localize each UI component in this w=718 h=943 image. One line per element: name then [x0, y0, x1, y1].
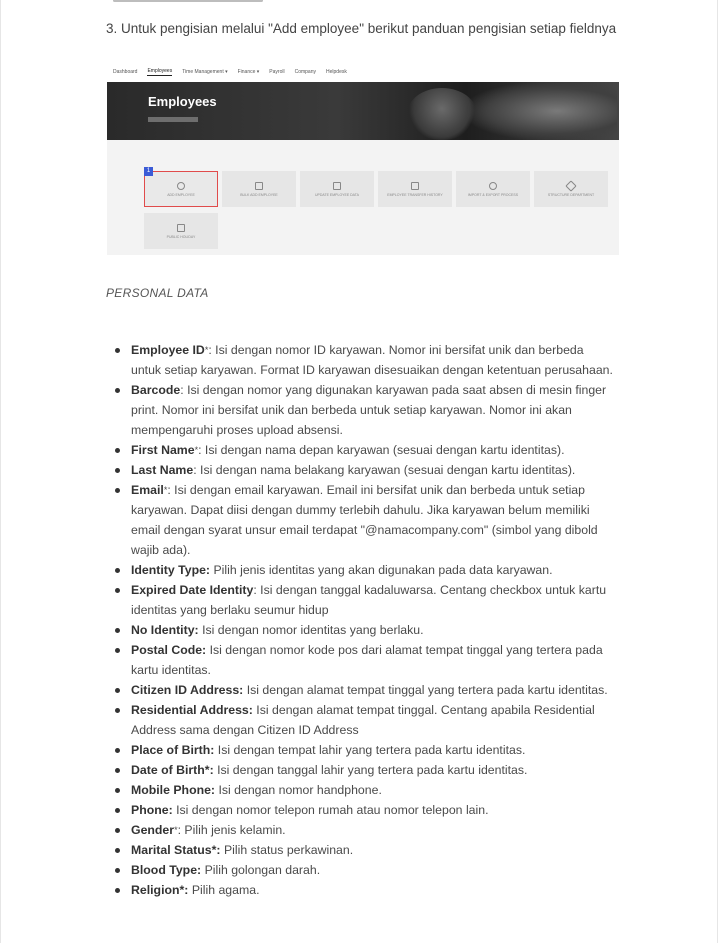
field-item	[115, 820, 613, 840]
tile-update-employee-data	[300, 171, 374, 207]
step-instruction: 3. Untuk pengisian melalui "Add employee" berikut panduan pengisian setiap fieldnya	[106, 21, 617, 36]
nav-item-payroll: Payroll	[269, 69, 285, 75]
field-item	[115, 780, 613, 800]
nav-item-dashboard: Dashboard	[113, 69, 138, 75]
nav-item-helpdesk: Helpdesk	[326, 69, 347, 75]
tile-structure-department	[534, 171, 608, 207]
field-description: Isi dengan nomor handphone.	[218, 783, 382, 797]
field-item	[115, 700, 613, 740]
screenshot-nav-bar	[107, 62, 619, 82]
field-item	[115, 840, 613, 860]
field-item	[115, 440, 613, 460]
field-item	[115, 580, 613, 620]
field-description: Isi dengan tanggal lahir yang tertera pada kartu identitas.	[217, 763, 528, 777]
nav-item-employees: Employees	[147, 68, 173, 74]
field-name: Identity Type:	[131, 563, 211, 577]
field-name: Phone:	[131, 803, 173, 817]
tile-employee-transfer-history	[378, 171, 452, 207]
required-marker: *	[194, 445, 199, 455]
field-description: Isi dengan nama depan karyawan (sesuai dengan kartu identitas).	[204, 443, 565, 457]
field-description: Isi dengan alamat tempat tinggal. Centang apabila Residential Address sama dengan Citizen ID Address	[131, 703, 595, 737]
field-item	[115, 860, 613, 880]
field-name: First Name	[131, 443, 195, 457]
pen-icon	[565, 180, 576, 191]
list-icon	[411, 182, 419, 190]
person-icon	[489, 182, 497, 190]
required-marker: *	[204, 345, 209, 355]
field-name: Religion*:	[131, 883, 189, 897]
field-description-list	[115, 340, 613, 900]
field-separator: :	[198, 443, 205, 457]
field-item	[115, 480, 613, 560]
field-item	[115, 800, 613, 820]
field-description: Isi dengan alamat tempat tinggal yang tertera pada kartu identitas.	[246, 683, 608, 697]
tile-label: BULK ADD EMPLOYEE	[240, 192, 278, 197]
tile-label: ADD EMPLOYEE	[167, 192, 195, 197]
field-item	[115, 680, 613, 700]
field-description: Isi dengan nomor identitas yang berlaku.	[202, 623, 424, 637]
field-name: No Identity:	[131, 623, 199, 637]
field-item	[115, 620, 613, 640]
field-name: Date of Birth*:	[131, 763, 214, 777]
field-name: Last Name	[131, 463, 194, 477]
list-icon	[255, 182, 263, 190]
field-description: Pilih agama.	[191, 883, 260, 897]
field-description: Isi dengan tanggal kadaluwarsa. Centang checkbox untuk kartu identitas yang berlaku seumur hidup	[131, 583, 607, 617]
calendar-icon	[177, 224, 185, 232]
tile-label: EMPLOYEE TRANSFER HISTORY	[387, 192, 443, 197]
field-item	[115, 380, 613, 440]
field-name: Employee ID	[131, 343, 205, 357]
tile-label: IMPORT & EXPORT PROCESS	[467, 192, 519, 197]
field-name: Expired Date Identity	[131, 583, 254, 597]
gear-icon	[177, 182, 185, 190]
tile-add-employee	[144, 171, 218, 207]
required-marker: *	[174, 825, 178, 835]
field-description: Pilih golongan darah.	[204, 863, 321, 877]
banner-decoration	[467, 82, 617, 140]
field-description: Isi dengan tempat lahir yang tertera pada kartu identitas.	[217, 743, 526, 757]
field-description: Isi dengan nomor telepon rumah atau nomor telepon lain.	[176, 803, 489, 817]
field-item	[115, 740, 613, 760]
field-name: Email	[131, 483, 164, 497]
banner-title: Employees	[148, 94, 217, 109]
list-icon	[333, 182, 341, 190]
field-name: Place of Birth:	[131, 743, 215, 757]
tile-label: UPDATE EMPLOYEE DATA	[315, 192, 359, 197]
tile-label: PUBLIC HOLIDAY	[166, 234, 196, 239]
tile-import-export-process	[456, 171, 530, 207]
field-name: Barcode	[131, 383, 181, 397]
field-name: Citizen ID Address:	[131, 683, 244, 697]
field-description: Isi dengan nomor kode pos dari alamat tempat tinggal yang tertera pada kartu identitas.	[131, 643, 603, 677]
screenshot-banner	[107, 82, 619, 140]
field-separator: :	[167, 483, 175, 497]
field-separator: :	[208, 343, 216, 357]
nav-item-finance: Finance ▾	[237, 69, 260, 75]
field-description: Pilih jenis identitas yang akan digunakan pada data karyawan.	[213, 563, 553, 577]
tile-bulk-add-employee	[222, 171, 296, 207]
field-name: Blood Type:	[131, 863, 202, 877]
field-description: Pilih jenis kelamin.	[184, 823, 286, 837]
field-name: Mobile Phone:	[131, 783, 216, 797]
field-name: Marital Status*:	[131, 843, 221, 857]
field-separator: :	[193, 463, 201, 477]
field-description: Isi dengan nomor yang digunakan karyawan pada saat absen di mesin finger print. Nomor ini bersifat unik dan berbeda untuk setiap karyawan. Nomor ini akan mempengaruhi proses upload absensi.	[131, 383, 607, 437]
step-number-badge: 1	[144, 167, 153, 176]
field-separator: :	[177, 823, 185, 837]
field-separator: :	[253, 583, 261, 597]
section-title: PERSONAL DATA	[106, 286, 209, 300]
tile-public-holiday	[144, 213, 218, 249]
tile-label: STRUCTURE DEPARTMENT	[547, 192, 595, 197]
field-name: Gender	[131, 823, 175, 837]
field-separator: :	[180, 383, 188, 397]
field-description: Isi dengan email karyawan. Email ini bersifat unik dan berbeda untuk setiap karyawan. Dapat diisi dengan dummy terlebih dahulu. Jika karyawan belum memiliki email dengan syarat unsur email terdapat "@namacompany.com" (simbol yang dibold wajib ada).	[131, 483, 598, 557]
field-description: Pilih status perkawinan.	[223, 843, 354, 857]
field-item	[115, 460, 613, 480]
field-item	[115, 880, 613, 900]
field-item	[115, 560, 613, 580]
field-description: Isi dengan nomor ID karyawan. Nomor ini bersifat unik dan berbeda untuk setiap karyawan. Format ID karyawan disesuaikan dengan ketentuan perusahaan.	[131, 343, 613, 377]
field-item	[115, 340, 613, 380]
nav-item-time-management: Time Management ▾	[182, 69, 228, 75]
field-description: Isi dengan nama belakang karyawan (sesuai dengan kartu identitas).	[200, 463, 576, 477]
nav-item-company: Company	[294, 69, 316, 75]
field-item	[115, 760, 613, 780]
field-name: Postal Code:	[131, 643, 207, 657]
field-item	[115, 640, 613, 680]
field-name: Residential Address:	[131, 703, 253, 717]
banner-subtitle-placeholder	[148, 117, 198, 122]
required-marker: *	[163, 485, 168, 495]
cut-off-text-line	[113, 0, 313, 4]
